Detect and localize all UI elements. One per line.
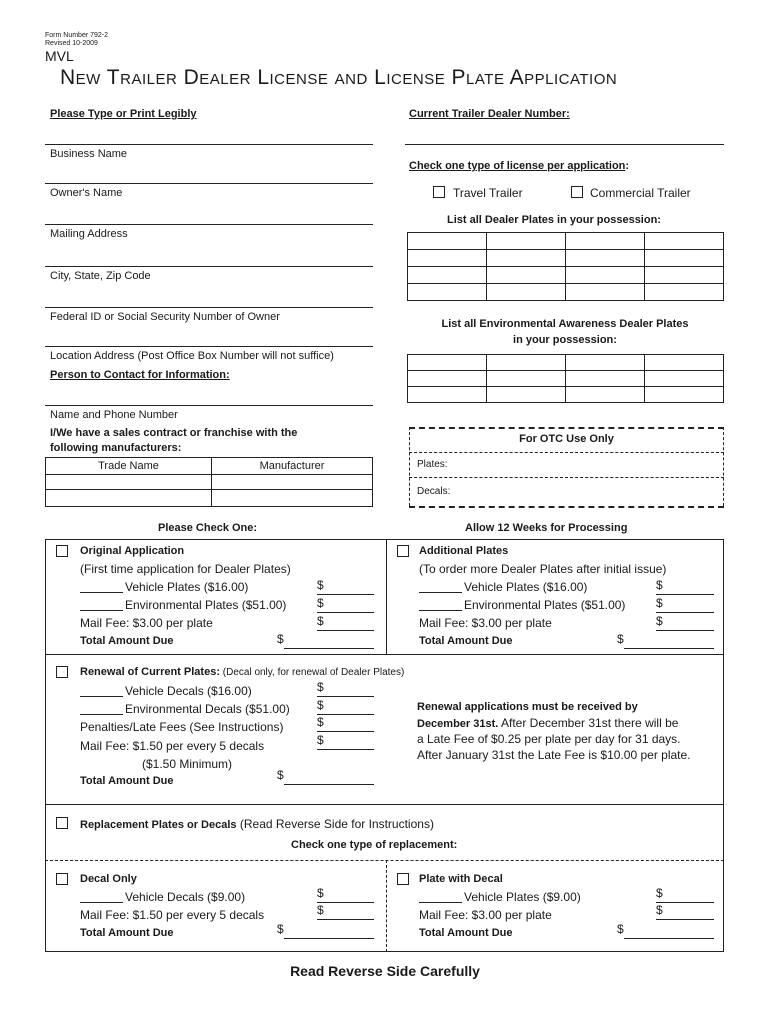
original-env-amount[interactable] <box>317 612 374 613</box>
original-title: Original Application <box>80 545 185 557</box>
mailing-address-line[interactable] <box>45 224 373 225</box>
plate-cell[interactable] <box>487 250 566 267</box>
renewal-total-amount[interactable] <box>284 784 374 785</box>
plate-decal-total-amount[interactable] <box>624 938 714 939</box>
env-plate-cell[interactable] <box>408 387 487 403</box>
plate-cell[interactable] <box>408 284 487 301</box>
franchise-text-1: I/We have a sales contract or franchise with the <box>50 427 298 439</box>
renewal-env-qty[interactable] <box>80 714 123 715</box>
otc-divider <box>409 452 724 453</box>
renewal-title-note: (Decal only, for renewal of Dealer Plates) <box>219 667 405 678</box>
plate-cell[interactable] <box>566 233 645 250</box>
commercial-trailer-checkbox[interactable] <box>571 186 583 198</box>
renewal-checkbox[interactable] <box>56 666 68 678</box>
dollar-sign: $ <box>317 886 324 900</box>
additional-plates-checkbox[interactable] <box>397 545 409 557</box>
original-subtitle: (First time application for Dealer Plates) <box>80 562 291 576</box>
check-license-colon: : <box>625 160 630 172</box>
plate-cell[interactable] <box>645 284 724 301</box>
additional-vehicle-label: Vehicle Plates ($16.00) <box>464 580 588 594</box>
env-plate-cell[interactable] <box>645 355 724 371</box>
travel-trailer-checkbox[interactable] <box>433 186 445 198</box>
original-env-label: Environmental Plates ($51.00) <box>125 598 287 612</box>
additional-mail-fee: Mail Fee: $3.00 per plate <box>419 616 552 630</box>
manufacturer-table <box>45 457 373 507</box>
additional-vehicle-qty[interactable] <box>419 592 462 593</box>
mailing-address-label: Mailing Address <box>50 228 128 240</box>
trade-name-cell[interactable] <box>46 475 212 490</box>
decal-only-title: Decal Only <box>80 873 137 885</box>
renewal-note-bold-1: Renewal applications must be received by <box>417 701 638 713</box>
owner-name-label: Owner's Name <box>50 187 123 199</box>
renewal-total-label: Total Amount Due <box>80 775 174 787</box>
plate-decal-mail-fee: Mail Fee: $3.00 per plate <box>419 908 552 922</box>
dollar-sign: $ <box>656 903 663 917</box>
dollar-sign: $ <box>317 698 324 712</box>
renewal-mail-amount[interactable] <box>317 749 374 750</box>
commercial-trailer-label: Commercial Trailer <box>590 186 691 200</box>
original-vehicle-qty[interactable] <box>80 592 123 593</box>
renewal-minimum: ($1.50 Minimum) <box>142 757 233 771</box>
original-total-amount[interactable] <box>284 648 374 649</box>
env-plate-cell[interactable] <box>566 355 645 371</box>
section-divider <box>45 654 724 655</box>
renewal-vehicle-amount[interactable] <box>317 696 374 697</box>
original-mail-amount[interactable] <box>317 630 374 631</box>
env-plates-heading-2: in your possession: <box>513 334 617 346</box>
plate-cell[interactable] <box>566 267 645 284</box>
renewal-note-line-2 <box>417 716 678 730</box>
dollar-sign: $ <box>277 632 284 646</box>
renewal-env-amount[interactable] <box>317 714 374 715</box>
renewal-note-line-3: a Late Fee of $0.25 per plate per day for 31 days. <box>417 732 681 746</box>
dollar-sign: $ <box>656 578 663 592</box>
replacement-checkbox[interactable] <box>56 817 68 829</box>
trade-name-cell[interactable] <box>46 490 212 507</box>
plate-cell[interactable] <box>487 284 566 301</box>
env-plates-table <box>407 354 724 403</box>
decal-only-total-amount[interactable] <box>284 938 374 939</box>
env-plate-cell[interactable] <box>487 355 566 371</box>
renewal-title: Renewal of Current Plates: <box>80 666 220 678</box>
env-plate-cell[interactable] <box>566 371 645 387</box>
dollar-sign: $ <box>317 715 324 729</box>
dollar-sign: $ <box>277 922 284 936</box>
section-divider <box>386 860 387 952</box>
section-divider <box>386 539 387 654</box>
revised-date: Revised 10-2009 <box>45 40 98 47</box>
plate-cell[interactable] <box>566 284 645 301</box>
page-title: New Trailer Dealer License and License Plate Application <box>60 66 618 89</box>
please-check-heading: Please Check One: <box>158 522 258 534</box>
dollar-sign: $ <box>656 596 663 610</box>
plate-cell[interactable] <box>645 233 724 250</box>
original-mail-fee: Mail Fee: $3.00 per plate <box>80 616 213 630</box>
manufacturer-cell[interactable] <box>212 490 373 507</box>
replacement-title-note: (Read Reverse Side for Instructions) <box>236 817 434 831</box>
otc-divider <box>409 477 724 478</box>
renewal-note-bold-2: December 31st. <box>417 718 499 730</box>
plate-decal-vehicle-label: Vehicle Plates ($9.00) <box>464 890 581 904</box>
renewal-note-line-4: After January 31st the Late Fee is $10.00 per plate. <box>417 748 691 762</box>
dealer-number-line[interactable] <box>405 144 724 145</box>
renewal-vehicle-qty[interactable] <box>80 696 123 697</box>
dollar-sign: $ <box>317 903 324 917</box>
additional-env-label: Environmental Plates ($51.00) <box>464 598 626 612</box>
plate-cell[interactable] <box>566 250 645 267</box>
dollar-sign: $ <box>317 578 324 592</box>
env-plate-cell[interactable] <box>408 371 487 387</box>
original-application-checkbox[interactable] <box>56 545 68 557</box>
dollar-sign: $ <box>317 596 324 610</box>
renewal-penalties-label: Penalties/Late Fees (See Instructions) <box>80 720 284 734</box>
decal-only-checkbox[interactable] <box>56 873 68 885</box>
dealer-plates-heading: List all Dealer Plates in your possession: <box>447 214 661 226</box>
decal-only-vehicle-label: Vehicle Decals ($9.00) <box>125 890 246 904</box>
plate-decal-total-label: Total Amount Due <box>419 927 513 939</box>
plate-decal-vehicle-amount[interactable] <box>656 902 714 903</box>
additional-title: Additional Plates <box>419 545 509 557</box>
decal-only-mail-fee: Mail Fee: $1.50 per every 5 decals <box>80 908 265 922</box>
manufacturer-cell[interactable] <box>212 475 373 490</box>
current-dealer-heading: Current Trailer Dealer Number: <box>409 108 570 120</box>
contact-heading: Person to Contact for Information: <box>50 369 230 381</box>
plate-cell[interactable] <box>487 267 566 284</box>
renewal-heading <box>80 666 404 678</box>
additional-mail-amount[interactable] <box>656 630 714 631</box>
location-address-label: Location Address (Post Office Box Number will not suffice) <box>50 350 334 362</box>
trade-name-header: Trade Name <box>46 458 212 475</box>
dealer-plates-table <box>407 232 724 301</box>
env-plate-cell[interactable] <box>408 355 487 371</box>
renewal-penalties-amount[interactable] <box>317 731 374 732</box>
original-vehicle-label: Vehicle Plates ($16.00) <box>125 580 249 594</box>
plate-decal-title: Plate with Decal <box>419 873 503 885</box>
decal-only-vehicle-qty[interactable] <box>80 902 123 903</box>
env-plate-cell[interactable] <box>487 371 566 387</box>
additional-total-amount[interactable] <box>624 648 714 649</box>
city-state-zip-line[interactable] <box>45 266 373 267</box>
renewal-vehicle-label: Vehicle Decals ($16.00) <box>125 684 252 698</box>
additional-subtitle: (To order more Dealer Plates after initial issue) <box>419 562 667 576</box>
replacement-title: Replacement Plates or Decals <box>80 819 237 831</box>
footer-note: Read Reverse Side Carefully <box>290 963 480 979</box>
agency-label: MVL <box>45 48 74 64</box>
additional-vehicle-amount[interactable] <box>656 594 714 595</box>
replacement-heading <box>80 817 434 831</box>
otc-bottom-border <box>409 506 724 508</box>
otc-plates-label: Plates: <box>417 459 448 470</box>
plate-cell[interactable] <box>487 233 566 250</box>
check-license-text: Check one type of license per application <box>409 160 626 172</box>
dollar-sign: $ <box>656 886 663 900</box>
env-plate-cell[interactable] <box>487 387 566 403</box>
renewal-note-rest: After December 31st there will be <box>498 716 679 730</box>
otc-top-border <box>409 427 724 429</box>
dollar-sign: $ <box>617 922 624 936</box>
dollar-sign: $ <box>656 614 663 628</box>
otc-title: For OTC Use Only <box>519 433 614 445</box>
plate-cell[interactable] <box>408 233 487 250</box>
additional-env-qty[interactable] <box>419 610 462 611</box>
check-license-heading <box>409 160 629 172</box>
name-phone-line[interactable] <box>45 405 373 406</box>
allow-weeks-heading: Allow 12 Weeks for Processing <box>465 522 628 534</box>
plate-cell[interactable] <box>408 267 487 284</box>
original-total-label: Total Amount Due <box>80 635 174 647</box>
env-plate-cell[interactable] <box>645 387 724 403</box>
federal-id-label: Federal ID or Social Security Number of Owner <box>50 311 280 323</box>
original-env-qty[interactable] <box>80 610 123 611</box>
env-plates-heading-1: List all Environmental Awareness Dealer Plates <box>441 318 689 330</box>
plate-decal-vehicle-qty[interactable] <box>419 902 462 903</box>
section-divider <box>45 860 724 861</box>
plate-cell[interactable] <box>645 250 724 267</box>
dollar-sign: $ <box>617 632 624 646</box>
travel-trailer-label: Travel Trailer <box>453 186 523 200</box>
env-plate-cell[interactable] <box>566 387 645 403</box>
env-plate-cell[interactable] <box>645 371 724 387</box>
dollar-sign: $ <box>317 733 324 747</box>
manufacturer-header: Manufacturer <box>212 458 373 475</box>
otc-decals-label: Decals: <box>417 486 451 497</box>
dollar-sign: $ <box>277 768 284 782</box>
renewal-mail-fee: Mail Fee: $1.50 per every 5 decals <box>80 739 265 753</box>
city-state-zip-label: City, State, Zip Code <box>50 270 151 282</box>
original-vehicle-amount[interactable] <box>317 594 374 595</box>
decal-only-total-label: Total Amount Due <box>80 927 174 939</box>
plate-cell[interactable] <box>645 267 724 284</box>
decal-only-mail-amount[interactable] <box>317 919 374 920</box>
business-name-line[interactable] <box>45 144 373 145</box>
business-name-label: Business Name <box>50 148 128 160</box>
location-address-line[interactable] <box>45 346 373 347</box>
name-phone-label: Name and Phone Number <box>50 409 178 421</box>
owner-name-line[interactable] <box>45 183 373 184</box>
dollar-sign: $ <box>317 614 324 628</box>
additional-env-amount[interactable] <box>656 612 714 613</box>
decal-only-vehicle-amount[interactable] <box>317 902 374 903</box>
replacement-check-type: Check one type of replacement: <box>291 839 458 851</box>
please-type-heading: Please Type or Print Legibly <box>50 108 197 120</box>
dollar-sign: $ <box>317 680 324 694</box>
federal-id-line[interactable] <box>45 307 373 308</box>
plate-decal-mail-amount[interactable] <box>656 919 714 920</box>
renewal-env-label: Environmental Decals ($51.00) <box>125 702 290 716</box>
plate-decal-checkbox[interactable] <box>397 873 409 885</box>
form-number: Form Number 792-2 <box>45 32 109 39</box>
additional-total-label: Total Amount Due <box>419 635 513 647</box>
section-divider <box>45 804 724 805</box>
plate-cell[interactable] <box>408 250 487 267</box>
franchise-text-2: following manufacturers: <box>50 442 182 454</box>
